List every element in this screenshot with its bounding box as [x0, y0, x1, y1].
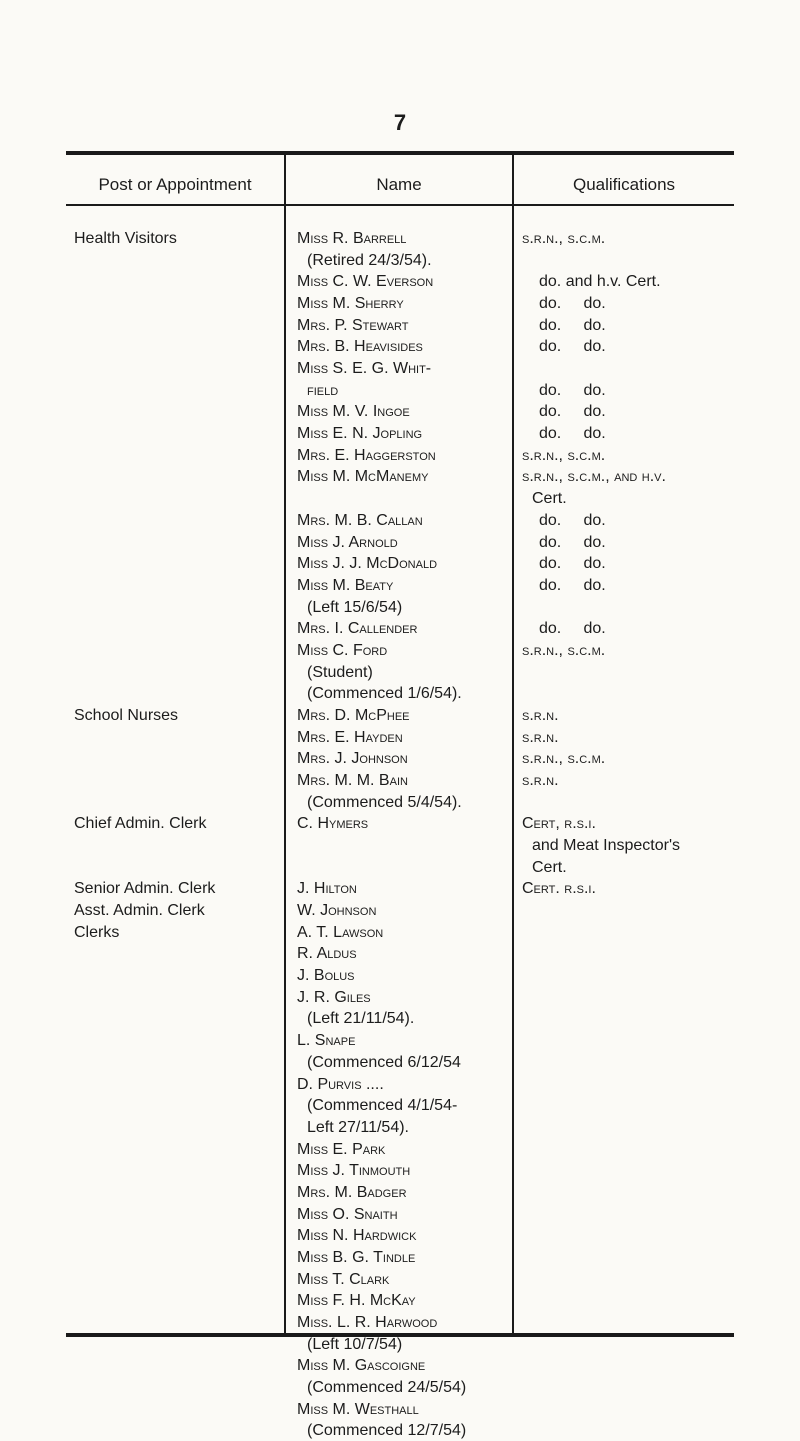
- table-row: [0, 813, 800, 834]
- name-cell: Miss F. H. McKay: [297, 1292, 416, 1310]
- name-cell: Mrs. M. M. Bain: [297, 772, 408, 789]
- name-cell: Miss J. J. McDonald: [297, 555, 438, 573]
- table-row: [0, 965, 800, 986]
- name-cell: Miss. L. R. Harwood: [297, 1314, 438, 1331]
- qualification-cell: s.r.n., s.c.m.: [522, 641, 606, 659]
- table-row: [0, 1334, 800, 1355]
- header-qualifications: Qualifications: [572, 175, 676, 194]
- table-row: [0, 401, 800, 422]
- name-cell: Mrs. E. Hayden: [297, 728, 403, 746]
- post-cell: Asst. Admin. Clerk: [74, 902, 205, 920]
- table-row: [0, 445, 800, 466]
- name-cell: Miss C. W. Everson: [297, 273, 434, 291]
- name-cell: W. Johnson: [297, 902, 377, 920]
- qualification-cell: Cert, r.s.i.: [522, 815, 596, 833]
- name-cell: Miss E. N. Jopling: [297, 425, 423, 443]
- table-row: [0, 727, 800, 748]
- table-row: [0, 1225, 800, 1246]
- table-top-rule: [66, 151, 734, 155]
- table-row: [0, 1247, 800, 1268]
- post-cell: Clerks: [74, 923, 120, 941]
- table-row: [0, 575, 800, 596]
- name-cell: Mrs. M. Badger: [297, 1183, 407, 1201]
- name-cell: Miss M. Westhall: [297, 1400, 419, 1418]
- name-cell: Miss O. Snaith: [297, 1205, 398, 1223]
- name-cell: (Commenced 5/4/54).: [307, 793, 462, 811]
- name-cell: Left 27/11/54).: [307, 1118, 409, 1136]
- name-cell: (Commenced 1/6/54).: [307, 685, 462, 703]
- name-cell: Miss M. McManemy: [297, 468, 429, 486]
- table-row: [0, 1399, 800, 1420]
- qualification-cell: s.r.n., s.c.m.: [522, 750, 606, 768]
- table-row: [0, 488, 800, 509]
- name-cell: (Commenced 12/7/54): [307, 1422, 467, 1440]
- post-cell: Health Visitors: [74, 230, 177, 247]
- table-row: [0, 900, 800, 921]
- name-cell: Miss E. Park: [297, 1140, 386, 1158]
- table-row: [0, 423, 800, 444]
- table-row: [0, 683, 800, 704]
- table-row: [0, 250, 800, 271]
- table-row: [0, 878, 800, 899]
- qualification-cell: do. do.: [539, 511, 606, 529]
- table-row: [0, 922, 800, 943]
- name-cell: Mrs. M. B. Callan: [297, 511, 423, 529]
- qualification-cell: do. do.: [539, 425, 606, 443]
- table-row: [0, 1160, 800, 1181]
- name-cell: J. R. Giles: [297, 988, 371, 1006]
- table-row: [0, 1139, 800, 1160]
- table-row: [0, 640, 800, 661]
- qualification-cell: do. do.: [539, 381, 606, 399]
- name-cell: Miss S. E. G. Whit-: [297, 360, 432, 378]
- qualification-cell: do. do.: [539, 338, 606, 356]
- name-cell: field: [307, 381, 339, 399]
- qualification-cell: s.r.n.: [522, 706, 559, 724]
- qualification-cell: do. do.: [539, 533, 606, 551]
- qualification-cell: do. do.: [539, 576, 606, 594]
- table-row: [0, 662, 800, 683]
- table-row: [0, 835, 800, 856]
- name-cell: Miss T. Clark: [297, 1270, 390, 1288]
- qualification-cell: do. do.: [539, 403, 606, 421]
- name-cell: Mrs. P. Stewart: [297, 316, 409, 334]
- name-cell: Miss M. V. Ingoe: [297, 403, 410, 421]
- table-row: [0, 1117, 800, 1138]
- table-row: [0, 271, 800, 292]
- name-cell: C. Hymers: [297, 815, 369, 833]
- qualification-cell: do. do.: [539, 555, 606, 573]
- table-row: [0, 380, 800, 401]
- name-cell: Miss M. Gascoigne: [297, 1357, 426, 1375]
- post-cell: Senior Admin. Clerk: [74, 880, 216, 898]
- qualification-cell: s.r.n.: [522, 728, 559, 746]
- header-post: Post or Appointment: [98, 175, 252, 194]
- table-row: [0, 1182, 800, 1203]
- table-row: [0, 943, 800, 964]
- table-row: [0, 1377, 800, 1398]
- table-row: [0, 748, 800, 769]
- qualification-cell: s.r.n., s.c.m.: [522, 230, 606, 247]
- qualification-cell: do. do.: [539, 620, 606, 638]
- qualification-cell: Cert.: [532, 490, 567, 508]
- table-row: [0, 1052, 800, 1073]
- table-row: [0, 315, 800, 336]
- name-cell: J. Bolus: [297, 967, 355, 985]
- table-row: [0, 857, 800, 878]
- header-name: Name: [376, 175, 422, 194]
- qualification-cell: do. and h.v. Cert.: [539, 273, 661, 291]
- table-row: [0, 597, 800, 618]
- table-row: [0, 293, 800, 314]
- table-row: [0, 1290, 800, 1311]
- name-cell: Mrs. E. Haggerston: [297, 446, 436, 464]
- page-number: 7: [393, 110, 407, 135]
- name-cell: Miss N. Hardwick: [297, 1227, 417, 1245]
- name-cell: D. Purvis ....: [297, 1075, 384, 1093]
- name-cell: Mrs. I. Callender: [297, 620, 418, 638]
- post-cell: School Nurses: [74, 706, 179, 724]
- name-cell: Mrs. B. Heavisides: [297, 338, 423, 356]
- table-row: [0, 1008, 800, 1029]
- table-row: [0, 532, 800, 553]
- table-row: [0, 792, 800, 813]
- qualification-cell: s.r.n.: [522, 772, 559, 789]
- table-row: [0, 618, 800, 639]
- table-row: [0, 553, 800, 574]
- qualification-cell: s.r.n., s.c.m., and h.v.: [522, 468, 666, 486]
- table-row: [0, 1204, 800, 1225]
- name-cell: Miss J. Tinmouth: [297, 1162, 411, 1180]
- table-row: [0, 1269, 800, 1290]
- name-cell: (Commenced 4/1/54-: [307, 1097, 458, 1115]
- qualification-cell: Cert.: [532, 858, 567, 876]
- qualification-cell: Cert. r.s.i.: [522, 880, 596, 898]
- table-row: [0, 1355, 800, 1376]
- qualification-cell: do. do.: [539, 295, 606, 313]
- qualification-cell: do. do.: [539, 316, 606, 334]
- table-row: [0, 705, 800, 726]
- table-header-rule: [66, 204, 734, 206]
- table-row: [0, 1420, 800, 1441]
- name-cell: Mrs. D. McPhee: [297, 706, 410, 724]
- name-cell: R. Aldus: [297, 945, 357, 963]
- name-cell: J. Hilton: [297, 880, 357, 898]
- table-row: [0, 1312, 800, 1333]
- name-cell: (Retired 24/3/54).: [307, 251, 432, 269]
- name-cell: Miss J. Arnold: [297, 533, 398, 551]
- name-cell: Miss M. Beaty: [297, 576, 394, 594]
- name-cell: Miss B. G. Tindle: [297, 1248, 416, 1266]
- qualification-cell: and Meat Inspector's: [532, 837, 681, 855]
- table-row: [0, 228, 800, 249]
- table-row: [0, 1074, 800, 1095]
- table-row: [0, 1095, 800, 1116]
- name-cell: (Left 10/7/54): [307, 1335, 403, 1353]
- name-cell: Miss C. Ford: [297, 641, 388, 659]
- name-cell: L. Snape: [297, 1032, 356, 1050]
- name-cell: Miss R. Barrell: [297, 230, 407, 247]
- name-cell: (Left 21/11/54).: [307, 1010, 415, 1028]
- name-cell: Mrs. J. Johnson: [297, 750, 408, 768]
- table-row: [0, 358, 800, 379]
- post-cell: Chief Admin. Clerk: [74, 815, 207, 833]
- table-row: [0, 770, 800, 791]
- name-cell: A. T. Lawson: [297, 923, 384, 941]
- table-row: [0, 336, 800, 357]
- name-cell: (Left 15/6/54): [307, 598, 403, 616]
- table-row: [0, 510, 800, 531]
- name-cell: (Student): [307, 663, 373, 681]
- name-cell: (Commenced 24/5/54): [307, 1379, 467, 1397]
- name-cell: Miss M. Sherry: [297, 295, 404, 313]
- table-row: [0, 987, 800, 1008]
- table-row: [0, 466, 800, 487]
- table-row: [0, 1030, 800, 1051]
- name-cell: (Commenced 6/12/54: [307, 1053, 461, 1071]
- qualification-cell: s.r.n., s.c.m.: [522, 446, 606, 464]
